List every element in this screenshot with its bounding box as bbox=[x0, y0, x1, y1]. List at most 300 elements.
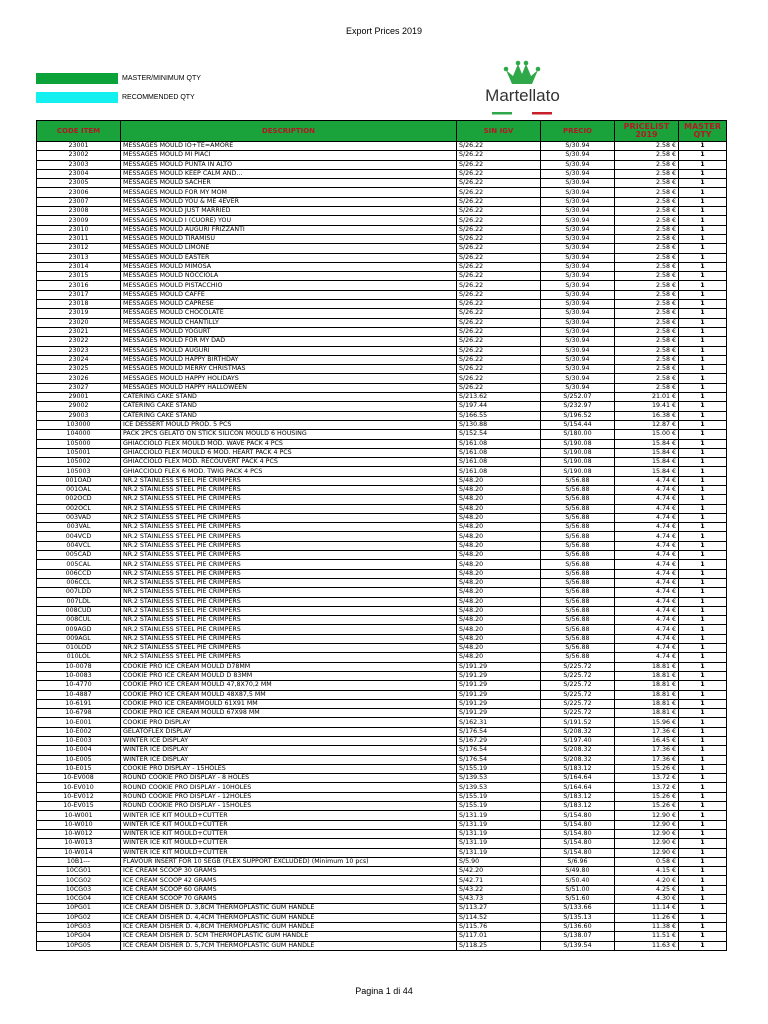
cell-precio: S/49.80 bbox=[541, 867, 615, 876]
cell-master-qty: 1 bbox=[679, 458, 727, 467]
cell-master-qty: 1 bbox=[679, 634, 727, 643]
cell-code-item: 23021 bbox=[37, 327, 121, 336]
cell-pricelist-2019: 15.26 € bbox=[615, 764, 679, 773]
cell-pricelist-2019: 2.58 € bbox=[615, 197, 679, 206]
table-row bbox=[37, 504, 727, 513]
cell-description: ICE CREAM DISHER D. 4,4CM THERMOPLASTIC GUM HANDLE bbox=[121, 913, 457, 922]
cell-pricelist-2019: 2.58 € bbox=[615, 262, 679, 271]
cell-pricelist-2019: 12.90 € bbox=[615, 848, 679, 857]
cell-master-qty: 1 bbox=[679, 625, 727, 634]
cell-sin-igv: S/152.54 bbox=[457, 430, 541, 439]
cell-sin-igv: S/48.20 bbox=[457, 597, 541, 606]
cell-pricelist-2019: 4.74 € bbox=[615, 560, 679, 569]
cell-code-item: 23004 bbox=[37, 169, 121, 178]
cell-precio: S/56.88 bbox=[541, 653, 615, 662]
table-row bbox=[37, 802, 727, 811]
cell-master-qty: 1 bbox=[679, 393, 727, 402]
cell-description: ICE CREAM DISHER D. 5,7CM THERMOPLASTIC GUM HANDLE bbox=[121, 941, 457, 950]
legend-recommended-qty bbox=[36, 92, 195, 103]
table-row bbox=[37, 932, 727, 941]
cell-precio: S/56.88 bbox=[541, 523, 615, 532]
cell-description: COOKIE PRO ICE CREAMMOULD 61X91 MM bbox=[121, 699, 457, 708]
cell-description: NR.2 STAINLESS STEEL PIE CRIMPERS bbox=[121, 606, 457, 615]
cell-code-item: 009AGL bbox=[37, 634, 121, 643]
table-row bbox=[37, 402, 727, 411]
legend-master-qty bbox=[36, 73, 201, 84]
table-row bbox=[37, 718, 727, 727]
cell-master-qty: 1 bbox=[679, 802, 727, 811]
cell-master-qty: 1 bbox=[679, 532, 727, 541]
cell-pricelist-2019: 12.90 € bbox=[615, 839, 679, 848]
cell-sin-igv: S/191.29 bbox=[457, 681, 541, 690]
cell-precio: S/56.88 bbox=[541, 476, 615, 485]
cell-sin-igv: S/139.53 bbox=[457, 783, 541, 792]
cell-description: COOKIE PRO DISPLAY bbox=[121, 718, 457, 727]
table-header-row bbox=[37, 121, 727, 142]
cell-master-qty: 1 bbox=[679, 681, 727, 690]
cell-master-qty: 1 bbox=[679, 476, 727, 485]
column-header-precio: PRECIO bbox=[541, 121, 615, 142]
cell-pricelist-2019: 2.58 € bbox=[615, 327, 679, 336]
cell-pricelist-2019: 11.51 € bbox=[615, 932, 679, 941]
cell-precio: S/30.94 bbox=[541, 309, 615, 318]
cell-precio: S/232.97 bbox=[541, 402, 615, 411]
cell-description: COOKIE PRO ICE CREAM MOULD 67X98 MM bbox=[121, 709, 457, 718]
cell-sin-igv: S/131.19 bbox=[457, 811, 541, 820]
cell-sin-igv: S/191.29 bbox=[457, 709, 541, 718]
cell-sin-igv: S/213.62 bbox=[457, 393, 541, 402]
cell-sin-igv: S/26.22 bbox=[457, 374, 541, 383]
cell-precio: S/154.80 bbox=[541, 839, 615, 848]
cell-sin-igv: S/26.22 bbox=[457, 346, 541, 355]
cell-description: MESSAGES MOULD MI PIACI bbox=[121, 151, 457, 160]
cell-master-qty: 1 bbox=[679, 495, 727, 504]
cell-precio: S/30.94 bbox=[541, 253, 615, 262]
cell-precio: S/51.60 bbox=[541, 895, 615, 904]
cell-precio: S/56.88 bbox=[541, 532, 615, 541]
table-row bbox=[37, 327, 727, 336]
cell-sin-igv: S/48.20 bbox=[457, 532, 541, 541]
cell-master-qty: 1 bbox=[679, 142, 727, 151]
table-row bbox=[37, 169, 727, 178]
cell-sin-igv: S/155.19 bbox=[457, 802, 541, 811]
table-row bbox=[37, 690, 727, 699]
cell-sin-igv: S/131.19 bbox=[457, 820, 541, 829]
cell-code-item: 103000 bbox=[37, 420, 121, 429]
cell-pricelist-2019: 4.74 € bbox=[615, 634, 679, 643]
cell-code-item: 10-W001 bbox=[37, 811, 121, 820]
table-row bbox=[37, 262, 727, 271]
cell-precio: S/56.88 bbox=[541, 597, 615, 606]
table-row bbox=[37, 458, 727, 467]
table-row bbox=[37, 365, 727, 374]
cell-code-item: 10-E015 bbox=[37, 764, 121, 773]
legend-swatch-recommended bbox=[36, 92, 118, 103]
table-row bbox=[37, 867, 727, 876]
cell-sin-igv: S/26.22 bbox=[457, 197, 541, 206]
cell-master-qty: 1 bbox=[679, 504, 727, 513]
cell-pricelist-2019: 16.38 € bbox=[615, 411, 679, 420]
cell-description: NR.2 STAINLESS STEEL PIE CRIMPERS bbox=[121, 551, 457, 560]
table-row bbox=[37, 234, 727, 243]
cell-precio: S/154.80 bbox=[541, 848, 615, 857]
cell-master-qty: 1 bbox=[679, 560, 727, 569]
cell-master-qty: 1 bbox=[679, 876, 727, 885]
cell-sin-igv: S/26.22 bbox=[457, 216, 541, 225]
cell-sin-igv: S/131.19 bbox=[457, 839, 541, 848]
cell-precio: S/56.88 bbox=[541, 578, 615, 587]
cell-description: NR.2 STAINLESS STEEL PIE CRIMPERS bbox=[121, 578, 457, 587]
cell-code-item: 10-W014 bbox=[37, 848, 121, 857]
cell-precio: S/30.94 bbox=[541, 365, 615, 374]
cell-master-qty: 1 bbox=[679, 346, 727, 355]
legend-label-recommended: RECOMMENDED QTY bbox=[122, 94, 195, 101]
cell-master-qty: 1 bbox=[679, 318, 727, 327]
cell-master-qty: 1 bbox=[679, 179, 727, 188]
cell-code-item: 10-4887 bbox=[37, 690, 121, 699]
cell-master-qty: 1 bbox=[679, 644, 727, 653]
cell-pricelist-2019: 4.74 € bbox=[615, 597, 679, 606]
cell-code-item: 23008 bbox=[37, 207, 121, 216]
cell-description: ICE CREAM SCOOP 60 GRAMS bbox=[121, 885, 457, 894]
cell-precio: S/30.94 bbox=[541, 244, 615, 253]
cell-precio: S/190.08 bbox=[541, 458, 615, 467]
cell-pricelist-2019: 19.41 € bbox=[615, 402, 679, 411]
cell-description: MESSAGES MOULD CHOCOLATE bbox=[121, 309, 457, 318]
cell-precio: S/208.32 bbox=[541, 755, 615, 764]
cell-sin-igv: S/48.20 bbox=[457, 588, 541, 597]
cell-sin-igv: S/48.20 bbox=[457, 634, 541, 643]
cell-precio: S/30.94 bbox=[541, 197, 615, 206]
table-row bbox=[37, 225, 727, 234]
cell-pricelist-2019: 18.81 € bbox=[615, 662, 679, 671]
cell-master-qty: 1 bbox=[679, 523, 727, 532]
cell-master-qty: 1 bbox=[679, 671, 727, 680]
cell-sin-igv: S/26.22 bbox=[457, 151, 541, 160]
cell-code-item: 23002 bbox=[37, 151, 121, 160]
cell-pricelist-2019: 15.26 € bbox=[615, 802, 679, 811]
cell-master-qty: 1 bbox=[679, 402, 727, 411]
table-row bbox=[37, 430, 727, 439]
cell-code-item: 10PG05 bbox=[37, 941, 121, 950]
cell-code-item: 23014 bbox=[37, 262, 121, 271]
legend-swatch-master bbox=[36, 73, 118, 84]
cell-code-item: 23005 bbox=[37, 179, 121, 188]
cell-description: NR.2 STAINLESS STEEL PIE CRIMPERS bbox=[121, 504, 457, 513]
cell-code-item: 23017 bbox=[37, 290, 121, 299]
table-row bbox=[37, 783, 727, 792]
cell-precio: S/30.94 bbox=[541, 262, 615, 271]
cell-sin-igv: S/26.22 bbox=[457, 365, 541, 374]
cell-precio: S/30.94 bbox=[541, 327, 615, 336]
cell-precio: S/252.07 bbox=[541, 393, 615, 402]
cell-pricelist-2019: 2.58 € bbox=[615, 318, 679, 327]
cell-description: COOKIE PRO ICE CREAM MOULD D 83MM bbox=[121, 671, 457, 680]
table-row bbox=[37, 281, 727, 290]
cell-master-qty: 1 bbox=[679, 904, 727, 913]
cell-description: MESSAGES MOULD EASTER bbox=[121, 253, 457, 262]
cell-code-item: 008CUL bbox=[37, 616, 121, 625]
cell-pricelist-2019: 2.58 € bbox=[615, 207, 679, 216]
cell-description: NR.2 STAINLESS STEEL PIE CRIMPERS bbox=[121, 597, 457, 606]
table-row bbox=[37, 774, 727, 783]
cell-pricelist-2019: 2.58 € bbox=[615, 281, 679, 290]
cell-code-item: 10PG04 bbox=[37, 932, 121, 941]
cell-master-qty: 1 bbox=[679, 253, 727, 262]
cell-pricelist-2019: 21.01 € bbox=[615, 393, 679, 402]
table-row bbox=[37, 207, 727, 216]
cell-code-item: 10B1--- bbox=[37, 857, 121, 866]
cell-sin-igv: S/26.22 bbox=[457, 169, 541, 178]
cell-code-item: 10-E002 bbox=[37, 727, 121, 736]
cell-precio: S/56.88 bbox=[541, 541, 615, 550]
table-row bbox=[37, 681, 727, 690]
cell-master-qty: 1 bbox=[679, 216, 727, 225]
cell-precio: S/138.07 bbox=[541, 932, 615, 941]
cell-code-item: 10PG01 bbox=[37, 904, 121, 913]
cell-code-item: 23020 bbox=[37, 318, 121, 327]
cell-sin-igv: S/26.22 bbox=[457, 234, 541, 243]
cell-master-qty: 1 bbox=[679, 160, 727, 169]
cell-master-qty: 1 bbox=[679, 755, 727, 764]
cell-precio: S/183.12 bbox=[541, 802, 615, 811]
cell-precio: S/225.72 bbox=[541, 671, 615, 680]
column-header-pricelist-2019: PRICELIST 2019 bbox=[615, 121, 679, 142]
table-row bbox=[37, 895, 727, 904]
cell-precio: S/56.88 bbox=[541, 504, 615, 513]
cell-sin-igv: S/161.08 bbox=[457, 448, 541, 457]
cell-master-qty: 1 bbox=[679, 430, 727, 439]
cell-pricelist-2019: 15.96 € bbox=[615, 718, 679, 727]
cell-code-item: 010LOL bbox=[37, 653, 121, 662]
cell-master-qty: 1 bbox=[679, 606, 727, 615]
cell-code-item: 23026 bbox=[37, 374, 121, 383]
cell-master-qty: 1 bbox=[679, 699, 727, 708]
cell-pricelist-2019: 12.90 € bbox=[615, 820, 679, 829]
cell-code-item: 29003 bbox=[37, 411, 121, 420]
cell-precio: S/6.96 bbox=[541, 857, 615, 866]
cell-sin-igv: S/26.22 bbox=[457, 355, 541, 364]
cell-description: ICE CREAM DISHER D. 4,8CM THERMOPLASTIC GUM HANDLE bbox=[121, 922, 457, 931]
cell-precio: S/154.44 bbox=[541, 420, 615, 429]
cell-precio: S/225.72 bbox=[541, 709, 615, 718]
cell-sin-igv: S/48.20 bbox=[457, 569, 541, 578]
cell-sin-igv: S/130.88 bbox=[457, 420, 541, 429]
cell-sin-igv: S/118.25 bbox=[457, 941, 541, 950]
cell-precio: S/50.40 bbox=[541, 876, 615, 885]
cell-master-qty: 1 bbox=[679, 653, 727, 662]
cell-sin-igv: S/48.20 bbox=[457, 606, 541, 615]
cell-master-qty: 1 bbox=[679, 281, 727, 290]
table-row bbox=[37, 374, 727, 383]
cell-description: MESSAGES MOULD FOR MY DAD bbox=[121, 337, 457, 346]
table-row bbox=[37, 142, 727, 151]
cell-sin-igv: S/162.31 bbox=[457, 718, 541, 727]
cell-description: NR.2 STAINLESS STEEL PIE CRIMPERS bbox=[121, 616, 457, 625]
cell-sin-igv: S/26.22 bbox=[457, 225, 541, 234]
table-row bbox=[37, 523, 727, 532]
cell-description: MESSAGES MOULD NOCCIOLA bbox=[121, 272, 457, 281]
cell-pricelist-2019: 4.74 € bbox=[615, 513, 679, 522]
cell-code-item: 10CG03 bbox=[37, 885, 121, 894]
cell-sin-igv: S/26.22 bbox=[457, 142, 541, 151]
cell-pricelist-2019: 4.74 € bbox=[615, 569, 679, 578]
cell-sin-igv: S/42.71 bbox=[457, 876, 541, 885]
cell-pricelist-2019: 2.58 € bbox=[615, 355, 679, 364]
cell-code-item: 23010 bbox=[37, 225, 121, 234]
cell-description: CATERING CAKE STAND bbox=[121, 411, 457, 420]
cell-sin-igv: S/26.22 bbox=[457, 262, 541, 271]
cell-precio: S/30.94 bbox=[541, 290, 615, 299]
cell-code-item: 007LDD bbox=[37, 588, 121, 597]
cell-precio: S/30.94 bbox=[541, 142, 615, 151]
cell-description: MESSAGES MOULD CAPRESE bbox=[121, 300, 457, 309]
cell-description: MESSAGES MOULD CHANTILLY bbox=[121, 318, 457, 327]
cell-precio: S/30.94 bbox=[541, 300, 615, 309]
cell-pricelist-2019: 2.58 € bbox=[615, 272, 679, 281]
cell-description: MESSAGES MOULD CAFFÈ bbox=[121, 290, 457, 299]
table-row bbox=[37, 671, 727, 680]
cell-description: COOKIE PRO ICE CREAM MOULD 48X87,5 MM bbox=[121, 690, 457, 699]
cell-pricelist-2019: 2.58 € bbox=[615, 346, 679, 355]
cell-sin-igv: S/26.22 bbox=[457, 309, 541, 318]
cell-sin-igv: S/48.20 bbox=[457, 653, 541, 662]
cell-description: ICE CREAM DISHER D. 5CM THERMOPLASTIC GUM HANDLE bbox=[121, 932, 457, 941]
cell-code-item: 10-EV012 bbox=[37, 792, 121, 801]
cell-master-qty: 1 bbox=[679, 467, 727, 476]
cell-pricelist-2019: 4.74 € bbox=[615, 504, 679, 513]
cell-sin-igv: S/131.19 bbox=[457, 848, 541, 857]
cell-sin-igv: S/26.22 bbox=[457, 383, 541, 392]
table-row bbox=[37, 764, 727, 773]
cell-code-item: 003VAL bbox=[37, 523, 121, 532]
cell-description: NR.2 STAINLESS STEEL PIE CRIMPERS bbox=[121, 625, 457, 634]
cell-code-item: 105003 bbox=[37, 467, 121, 476]
document-title: Export Prices 2019 bbox=[345, 26, 423, 36]
cell-description: WINTER ICE KIT MOULD+CUTTER bbox=[121, 848, 457, 857]
cell-sin-igv: S/191.29 bbox=[457, 671, 541, 680]
cell-code-item: 005CAD bbox=[37, 551, 121, 560]
cell-sin-igv: S/131.19 bbox=[457, 829, 541, 838]
cell-description: MESSAGES MOULD MERRY CHRISTMAS bbox=[121, 365, 457, 374]
cell-master-qty: 1 bbox=[679, 690, 727, 699]
cell-description: COOKIE PRO DISPLAY - 15HOLES bbox=[121, 764, 457, 773]
cell-master-qty: 1 bbox=[679, 820, 727, 829]
cell-description: MESSAGES MOULD HAPPY BIRTHDAY bbox=[121, 355, 457, 364]
cell-master-qty: 1 bbox=[679, 718, 727, 727]
cell-code-item: 007LDL bbox=[37, 597, 121, 606]
cell-sin-igv: S/48.20 bbox=[457, 513, 541, 522]
cell-sin-igv: S/117.01 bbox=[457, 932, 541, 941]
cell-precio: S/180.00 bbox=[541, 430, 615, 439]
cell-description: NR.2 STAINLESS STEEL PIE CRIMPERS bbox=[121, 634, 457, 643]
cell-master-qty: 1 bbox=[679, 829, 727, 838]
cell-pricelist-2019: 4.15 € bbox=[615, 867, 679, 876]
cell-master-qty: 1 bbox=[679, 309, 727, 318]
table-row bbox=[37, 625, 727, 634]
cell-description: MESSAGES MOULD PUNTA IN ALTO bbox=[121, 160, 457, 169]
cell-description: WINTER ICE DISPLAY bbox=[121, 755, 457, 764]
cell-code-item: 002OCD bbox=[37, 495, 121, 504]
cell-pricelist-2019: 13.72 € bbox=[615, 774, 679, 783]
cell-description: MESSAGES MOULD SACHER bbox=[121, 179, 457, 188]
cell-precio: S/30.94 bbox=[541, 281, 615, 290]
cell-precio: S/30.94 bbox=[541, 346, 615, 355]
cell-master-qty: 1 bbox=[679, 272, 727, 281]
cell-master-qty: 1 bbox=[679, 932, 727, 941]
cell-description: ICE CREAM SCOOP 30 GRAMS bbox=[121, 867, 457, 876]
cell-precio: S/56.88 bbox=[541, 634, 615, 643]
table-row bbox=[37, 476, 727, 485]
cell-code-item: 23001 bbox=[37, 142, 121, 151]
table-row bbox=[37, 913, 727, 922]
cell-master-qty: 1 bbox=[679, 737, 727, 746]
cell-pricelist-2019: 2.58 € bbox=[615, 179, 679, 188]
cell-precio: S/190.08 bbox=[541, 448, 615, 457]
cell-precio: S/30.94 bbox=[541, 374, 615, 383]
cell-code-item: 23013 bbox=[37, 253, 121, 262]
cell-precio: S/51.00 bbox=[541, 885, 615, 894]
cell-pricelist-2019: 11.63 € bbox=[615, 941, 679, 950]
cell-pricelist-2019: 4.20 € bbox=[615, 876, 679, 885]
cell-sin-igv: S/166.55 bbox=[457, 411, 541, 420]
cell-master-qty: 1 bbox=[679, 588, 727, 597]
table-row bbox=[37, 597, 727, 606]
cell-code-item: 23018 bbox=[37, 300, 121, 309]
cell-master-qty: 1 bbox=[679, 513, 727, 522]
table-row bbox=[37, 532, 727, 541]
cell-description: NR.2 STAINLESS STEEL PIE CRIMPERS bbox=[121, 653, 457, 662]
cell-pricelist-2019: 11.14 € bbox=[615, 904, 679, 913]
table-row bbox=[37, 820, 727, 829]
table-row bbox=[37, 411, 727, 420]
cell-description: MESSAGES MOULD PISTACCHIO bbox=[121, 281, 457, 290]
cell-precio: S/56.88 bbox=[541, 606, 615, 615]
table-row bbox=[37, 578, 727, 587]
cell-description: GELATOFLEX DISPLAY bbox=[121, 727, 457, 736]
cell-master-qty: 1 bbox=[679, 439, 727, 448]
cell-sin-igv: S/43.22 bbox=[457, 885, 541, 894]
cell-sin-igv: S/26.22 bbox=[457, 207, 541, 216]
cell-description: CATERING CAKE STAND bbox=[121, 393, 457, 402]
cell-pricelist-2019: 4.74 € bbox=[615, 495, 679, 504]
martellato-logo bbox=[470, 56, 575, 118]
cell-description: MESSAGES MOULD AUGURI FRIZZANTI bbox=[121, 225, 457, 234]
cell-description: MESSAGES MOULD HAPPY HOLIDAYS bbox=[121, 374, 457, 383]
cell-sin-igv: S/48.20 bbox=[457, 523, 541, 532]
table-row bbox=[37, 857, 727, 866]
cell-code-item: 23015 bbox=[37, 272, 121, 281]
cell-pricelist-2019: 15.84 € bbox=[615, 467, 679, 476]
cell-master-qty: 1 bbox=[679, 764, 727, 773]
cell-pricelist-2019: 15.26 € bbox=[615, 792, 679, 801]
table-row bbox=[37, 355, 727, 364]
cell-description: MESSAGES MOULD IO+TE=AMORE bbox=[121, 142, 457, 151]
cell-description: ROUND COOKIE PRO DISPLAY - 10HOLES bbox=[121, 783, 457, 792]
cell-pricelist-2019: 18.81 € bbox=[615, 690, 679, 699]
cell-master-qty: 1 bbox=[679, 569, 727, 578]
table-row bbox=[37, 439, 727, 448]
cell-pricelist-2019: 2.58 € bbox=[615, 253, 679, 262]
table-row bbox=[37, 829, 727, 838]
cell-code-item: 29002 bbox=[37, 402, 121, 411]
cell-pricelist-2019: 2.58 € bbox=[615, 337, 679, 346]
cell-pricelist-2019: 4.74 € bbox=[615, 523, 679, 532]
cell-sin-igv: S/167.29 bbox=[457, 737, 541, 746]
logo-wordmark: Martellato bbox=[485, 86, 560, 105]
cell-pricelist-2019: 2.58 € bbox=[615, 309, 679, 318]
cell-precio: S/133.66 bbox=[541, 904, 615, 913]
